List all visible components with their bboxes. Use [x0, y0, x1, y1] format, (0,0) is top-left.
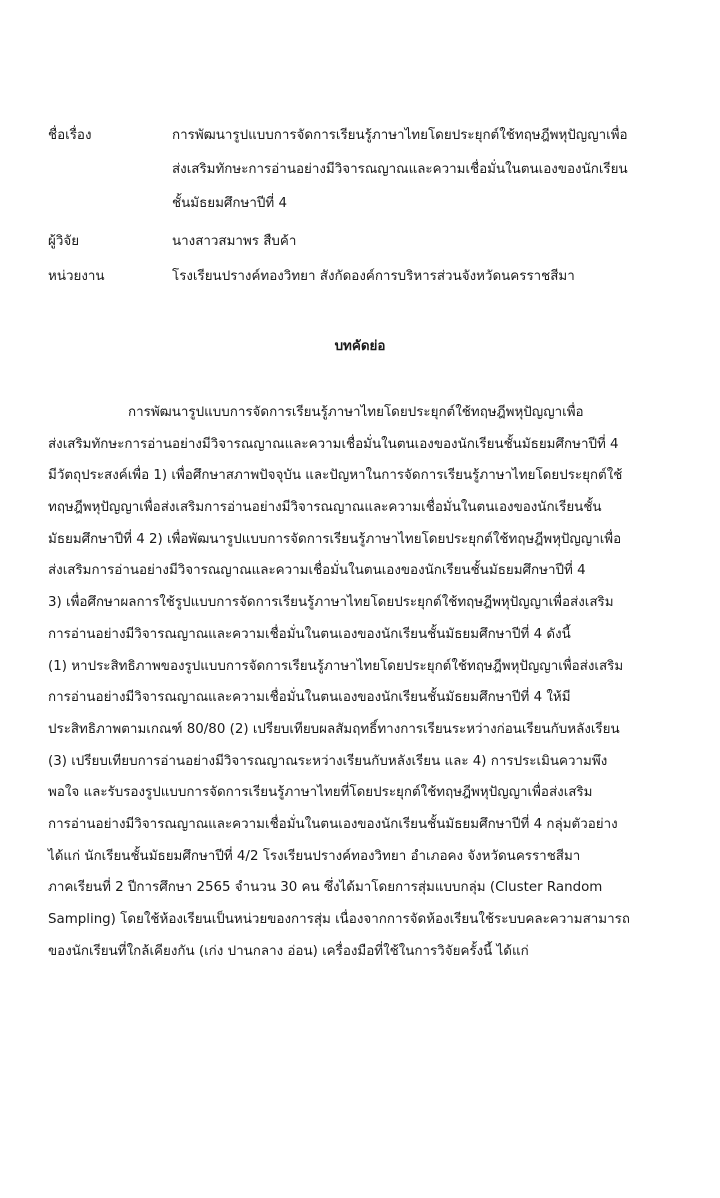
researcher-value: นางสาวสมาพร สืบค้า	[172, 234, 297, 249]
abstract-line: (3) เปรียบเทียบการอ่านอย่างมีวิจารณญาณระหว่างเรียนกับหลังเรียน และ 4) การประเมินความพึง	[48, 753, 608, 769]
researcher-field	[48, 225, 688, 259]
abstract-line: การอ่านอย่างมีวิจารณญาณและความเชื่อมั่นในตนเองของนักเรียนชั้นมัธยมศึกษาปีที่ 4 กลุ่มตัวอย่าง	[48, 816, 618, 832]
abstract-line: การอ่านอย่างมีวิจารณญาณและความเชื่อมั่นในตนเองของนักเรียนชั้นมัธยมศึกษาปีที่ 4 ให้มี	[48, 690, 571, 706]
abstract-line: ภาคเรียนที่ 2 ปีการศึกษา 2565 จำนวน 30 คน ซึ่งได้มาโดยการสุ่มแบบกลุ่ม (Cluster Random	[48, 880, 603, 896]
title-field	[48, 119, 688, 221]
title-label: ชื่อเรื่อง	[48, 128, 92, 143]
abstract-line: Sampling) โดยใช้ห้องเรียนเป็นหน่วยของการสุ่ม เนื่องจากการจัดห้องเรียนใช้ระบบคละความสามารถ	[48, 912, 630, 927]
agency-value: โรงเรียนปรางค์ทองวิทยา สังกัดองค์การบริหารส่วนจังหวัดนครราชสีมา	[172, 269, 575, 284]
agency-label: หน่วยงาน	[48, 269, 105, 284]
abstract-line: ส่งเสริมทักษะการอ่านอย่างมีวิจารณญาณและความเชื่อมั่นในตนเองของนักเรียนชั้นมัธยมศึกษาปีที่ 4	[48, 436, 619, 452]
abstract-heading: บทคัดย่อ	[334, 339, 386, 354]
abstract-line: พอใจ และรับรองรูปแบบการจัดการเรียนรู้ภาษาไทยที่โดยประยุกต์ใช้ทฤษฎีพหุปัญญาเพื่อส่งเสริม	[48, 785, 593, 801]
agency-field	[48, 260, 688, 294]
title-line: การพัฒนารูปแบบการจัดการเรียนรู้ภาษาไทยโดยประยุกต์ใช้ทฤษฎีพหุปัญญาเพื่อ	[172, 128, 628, 143]
abstract-line: 3) เพื่อศึกษาผลการใช้รูปแบบการจัดการเรียนรู้ภาษาไทยโดยประยุกต์ใช้ทฤษฎีพหุปัญญาเพื่อส่งเสริม	[48, 595, 614, 611]
abstract-line: ได้แก่ นักเรียนชั้นมัธยมศึกษาปีที่ 4/2 โรงเรียนปรางค์ทองวิทยา อำเภอคง จังหวัดนครราชสีมา	[48, 848, 581, 864]
abstract-line: มีวัตถุประสงค์เพื่อ 1) เพื่อศึกษาสภาพปัจจุบัน และปัญหาในการจัดการเรียนรู้ภาษาไทยโดยประยุกต์ใช้	[48, 468, 623, 484]
abstract-line: ทฤษฎีพหุปัญญาเพื่อส่งเสริมการอ่านอย่างมีวิจารณญาณและความเชื่อมั่นในตนเองของนักเรียนชั้น	[48, 500, 602, 516]
abstract-line: ส่งเสริมการอ่านอย่างมีวิจารณญาณและความเชื่อมั่นในตนเองของนักเรียนชั้นมัธยมศึกษาปีที่ 4	[48, 563, 586, 579]
abstract-line: ประสิทธิภาพตามเกณฑ์ 80/80 (2) เปรียบเทียบผลสัมฤทธิ์ทางการเรียนระหว่างก่อนเรียนกับหลังเรียน	[48, 721, 620, 737]
title-value	[172, 119, 688, 221]
abstract-line: (1) หาประสิทธิภาพของรูปแบบการจัดการเรียนรู้ภาษาไทยโดยประยุกต์ใช้ทฤษฎีพหุปัญญาเพื่อส่งเสริม	[48, 658, 624, 674]
researcher-label: ผู้วิจัย	[48, 234, 80, 249]
abstract-body	[48, 397, 688, 967]
abstract-line: การพัฒนารูปแบบการจัดการเรียนรู้ภาษาไทยโดยประยุกต์ใช้ทฤษฎีพหุปัญญาเพื่อ	[128, 405, 584, 420]
abstract-line: ของนักเรียนที่ใกล้เคียงกัน (เก่ง ปานกลาง อ่อน) เครื่องมือที่ใช้ในการวิจัยครั้งนี้ ได้แก่	[48, 943, 529, 959]
abstract-line: มัธยมศึกษาปีที่ 4 2) เพื่อพัฒนารูปแบบการจัดการเรียนรู้ภาษาไทยโดยประยุกต์ใช้ทฤษฎีพหุปัญญาเพื่อ	[48, 531, 622, 547]
title-line: ชั้นมัธยมศึกษาปีที่ 4	[172, 196, 287, 211]
title-line: ส่งเสริมทักษะการอ่านอย่างมีวิจารณญาณและความเชื่อมั่นในตนเองของนักเรียน	[172, 162, 628, 177]
abstract-line: การอ่านอย่างมีวิจารณญาณและความเชื่อมั่นในตนเองของนักเรียนชั้นมัธยมศึกษาปีที่ 4 ดังนี้	[48, 626, 571, 642]
